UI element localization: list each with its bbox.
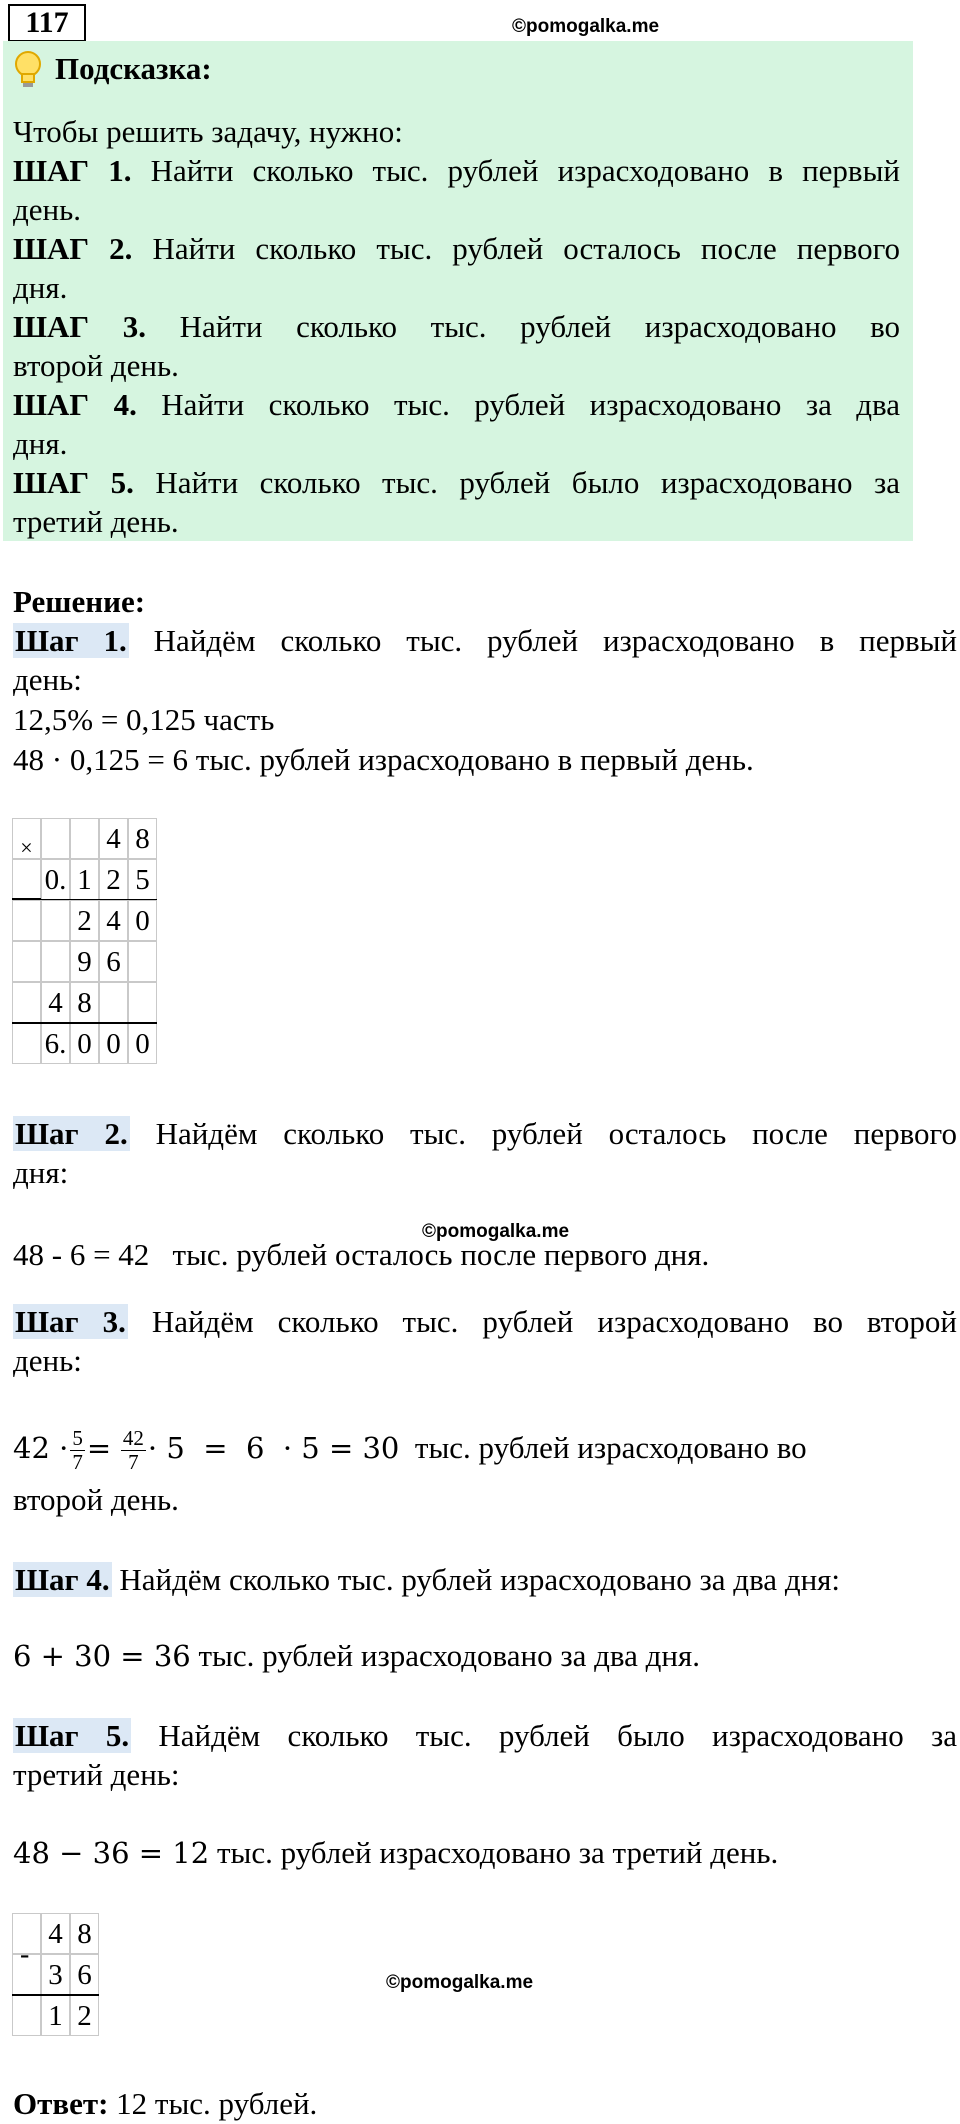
sub-digit-cell: 1 xyxy=(41,1995,70,2036)
mult-separator-1 xyxy=(12,899,157,900)
mult-digit-cell: 2 xyxy=(70,900,99,941)
mult-digit-cell: 1 xyxy=(70,859,99,900)
mult-digit-cell: 5 xyxy=(128,859,157,900)
sub-digit-cell: 4 xyxy=(41,1913,70,1954)
hint-step-4-cont: дня. xyxy=(13,426,68,461)
mult-separator-2 xyxy=(12,1022,157,1024)
mult-digit-cell: 0 xyxy=(128,900,157,941)
sub-sign-cell xyxy=(12,1995,41,2036)
mult-digit-cell: 6. xyxy=(41,1023,70,1064)
step2-heading: Шаг 2. Найдём сколько тыс. рублей осталось после первого xyxy=(15,1116,957,1151)
mult-digit-cell xyxy=(128,982,157,1023)
step5-line1: 48 − 36 = 12 тыс. рублей израсходовано за третий день. xyxy=(13,1835,779,1870)
sub-digit-cell: 8 xyxy=(70,1913,99,1954)
mult-digit-cell: 0 xyxy=(99,1023,128,1064)
sub-separator xyxy=(12,1994,99,1996)
mult-digit-cell: 9 xyxy=(70,941,99,982)
mult-digit-cell xyxy=(41,818,70,859)
problem-number: 117 xyxy=(8,4,86,42)
mult-sign-cell xyxy=(12,941,41,982)
watermark-top: ©pomogalka.me xyxy=(512,16,660,37)
mult-digit-cell xyxy=(128,941,157,982)
watermark-middle: ©pomogalka.me xyxy=(422,1221,570,1242)
mult-digit-cell: 4 xyxy=(41,982,70,1023)
mult-digit-cell: 6 xyxy=(99,941,128,982)
hint-step-5-cont: третий день. xyxy=(13,504,179,539)
step2-heading-cont: дня: xyxy=(13,1155,69,1190)
hint-step-3-cont: второй день. xyxy=(13,348,179,383)
mult-digit-cell: 8 xyxy=(70,982,99,1023)
lightbulb-icon xyxy=(12,50,44,95)
step3-heading-cont: день: xyxy=(13,1343,82,1378)
mult-sign-cell xyxy=(12,859,41,900)
mult-digit-cell: 4 xyxy=(99,900,128,941)
sub-digit-cell: 6 xyxy=(70,1954,99,1995)
mult-digit-cell: 4 xyxy=(99,818,128,859)
mult-digit-cell: 2 xyxy=(99,859,128,900)
mult-digit-cell xyxy=(41,900,70,941)
step5-heading-cont: третий день: xyxy=(13,1757,180,1792)
hint-intro: Чтобы решить задачу, нужно: xyxy=(13,114,403,149)
mult-sign-underline xyxy=(12,898,41,899)
mult-digit-cell xyxy=(70,818,99,859)
hint-step-5: ШАГ 5. Найти сколько тыс. рублей было израсходовано за xyxy=(13,465,900,500)
mult-digit-cell: 0 xyxy=(70,1023,99,1064)
mult-digit-cell: 0 xyxy=(128,1023,157,1064)
hint-step-2: ШАГ 2. Найти сколько тыс. рублей осталось после первого xyxy=(13,231,901,266)
step3-heading: Шаг 3. Найдём сколько тыс. рублей израсходовано во второй xyxy=(15,1304,958,1339)
step5-heading: Шаг 5. Найдём сколько тыс. рублей было израсходовано за xyxy=(15,1718,957,1753)
mult-digit-cell: 0. xyxy=(41,859,70,900)
step4-line1: 6 + 30 = 36 тыс. рублей израсходовано за два дня. xyxy=(13,1638,700,1673)
step1-heading: Шаг 1. Найдём сколько тыс. рублей израсходовано в первый xyxy=(15,623,958,658)
hint-step-3: ШАГ 3. Найти сколько тыс. рублей израсходовано во xyxy=(13,309,900,344)
step2-line1: 48 - 6 = 42 тыс. рублей осталось после первого дня. xyxy=(13,1237,710,1272)
hint-step-1: ШАГ 1. Найти сколько тыс. рублей израсходовано в первый xyxy=(13,153,900,188)
mult-digit-cell xyxy=(99,982,128,1023)
step4-heading: Шаг 4. Найдём сколько тыс. рублей израсходовано за два дня: xyxy=(15,1562,841,1597)
solution-title: Решение: xyxy=(13,584,146,619)
answer: Ответ: 12 тыс. рублей. xyxy=(13,2086,318,2121)
sub-digit-cell: 3 xyxy=(41,1954,70,1995)
step3-line2: второй день. xyxy=(13,1482,179,1517)
mult-sign-cell xyxy=(12,982,41,1023)
mult-sign-cell xyxy=(12,900,41,941)
sub-digit-cell: 2 xyxy=(70,1995,99,2036)
hint-step-4: ШАГ 4. Найти сколько тыс. рублей израсходовано за два xyxy=(13,387,901,422)
step3-expression: 42 · $\frac{5}{7}$ = $\frac{42}{7}$ · 5 = 6 · 5 = 30 тыс. рублей израсходовано во xyxy=(13,1426,807,1475)
sub-sign: - xyxy=(20,1939,30,1970)
step1-line1: 12,5% = 0,125 часть xyxy=(13,702,275,737)
mult-digit-cell xyxy=(41,941,70,982)
mult-digit-cell: 8 xyxy=(128,818,157,859)
mult-sign-cell xyxy=(12,1023,41,1064)
step1-line2: 48 · 0,125 = 6 тыс. рублей израсходовано в первый день. xyxy=(13,742,754,777)
step1-heading-cont: день: xyxy=(13,662,82,697)
hint-step-1-cont: день. xyxy=(13,192,82,227)
watermark-bottom: ©pomogalka.me xyxy=(386,1972,534,1993)
hint-title: Подсказка: xyxy=(55,51,212,86)
mult-sign-cell: × xyxy=(12,818,41,859)
hint-step-2-cont: дня. xyxy=(13,270,68,305)
